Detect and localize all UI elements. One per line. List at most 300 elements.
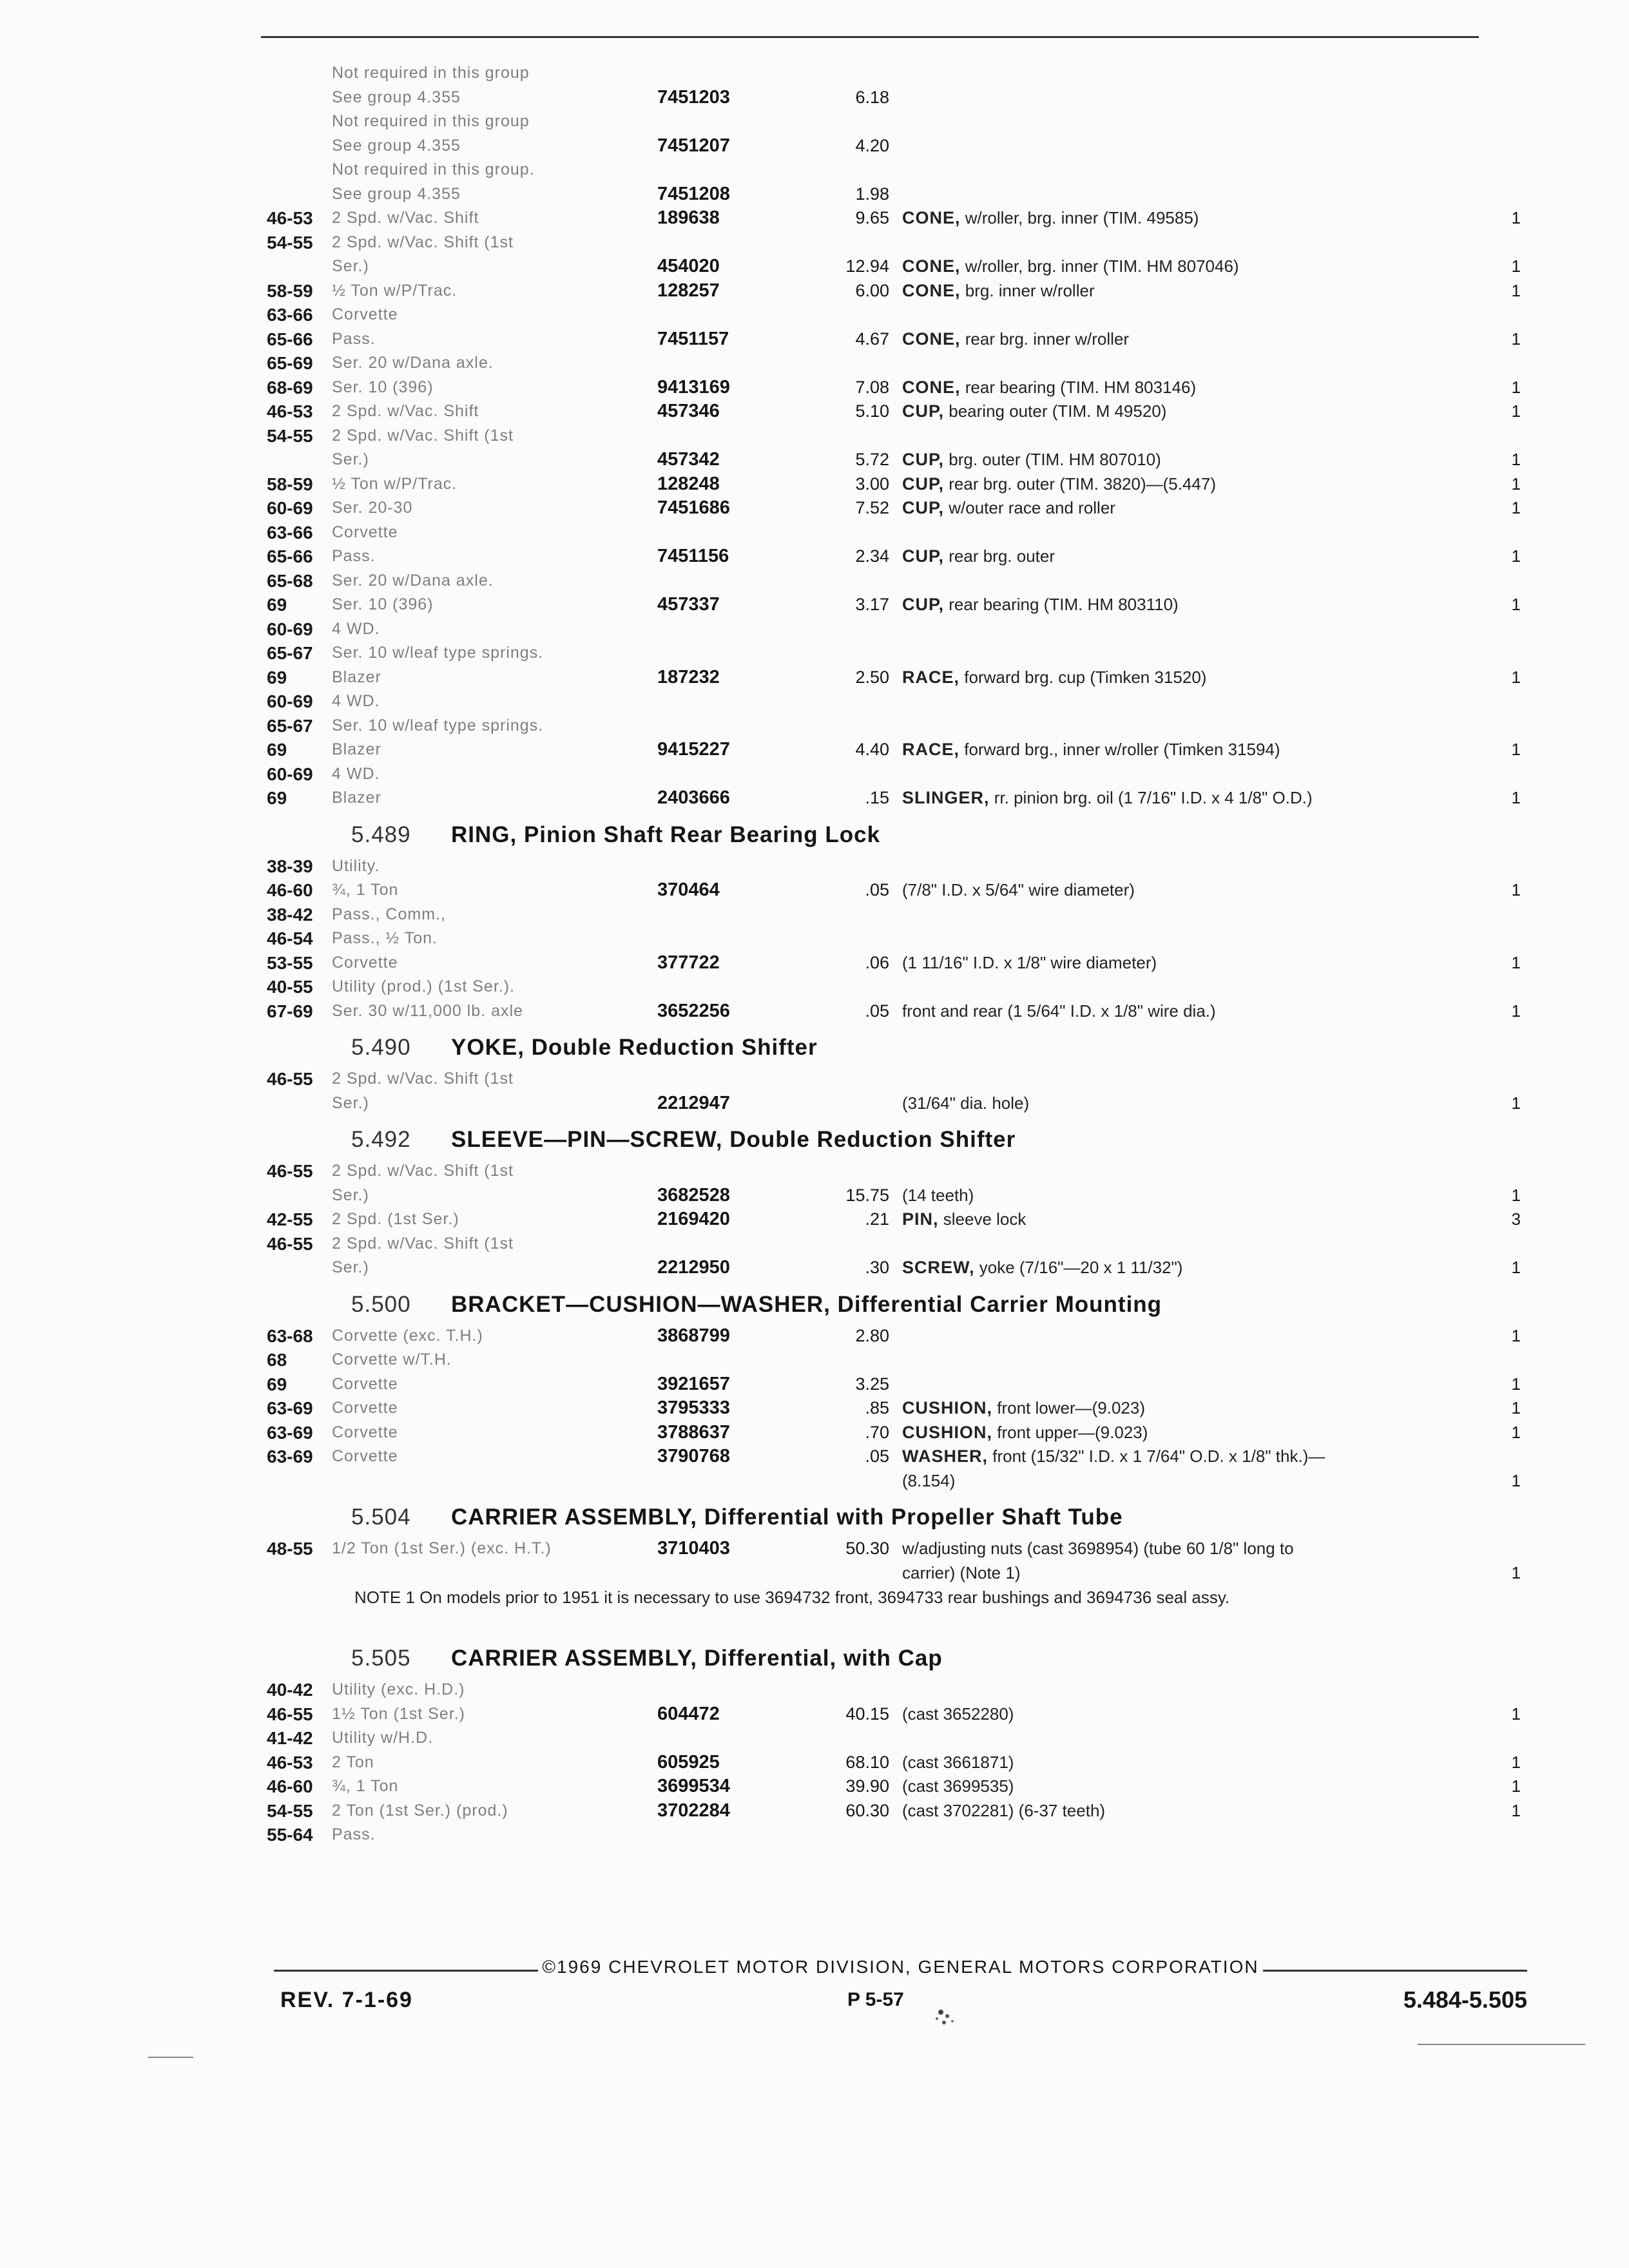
application: See group 4.355 <box>332 184 461 203</box>
description <box>902 448 1161 472</box>
application: 1½ Ton (1st Ser.) <box>332 1704 465 1723</box>
model-years: 46-53 <box>267 208 313 228</box>
description <box>902 593 1179 617</box>
model-years: 60-69 <box>267 764 313 784</box>
quantity: 1 <box>1511 1001 1521 1021</box>
part-row <box>258 279 1540 303</box>
group-number: 5.492 <box>351 1127 411 1152</box>
group-title: BRACKET—CUSHION—WASHER, Differential Carrier Mounting <box>451 1291 1162 1317</box>
part-number: 3790768 <box>657 1446 730 1466</box>
quantity: 1 <box>1511 377 1521 397</box>
group-heading <box>258 1028 1540 1067</box>
model-years: 46-60 <box>267 880 313 900</box>
list-price: 5.72 <box>855 450 889 469</box>
part-row <box>258 738 1540 762</box>
quantity: 3 <box>1511 1209 1521 1229</box>
description-text: w/outer race and roller <box>949 498 1115 517</box>
application: Corvette w/T.H. <box>332 1350 452 1369</box>
application: Ser. 30 w/11,000 lb. axle <box>332 1001 523 1020</box>
part-number: 604472 <box>657 1703 720 1724</box>
application: 2 Spd. w/Vac. Shift (1st <box>332 233 514 251</box>
description-text: (cast 3699535) <box>902 1776 1014 1796</box>
model-years: 46-55 <box>267 1704 313 1724</box>
part-name: CUP, <box>902 401 945 421</box>
application: Corvette <box>332 1423 398 1441</box>
list-price: 2.50 <box>855 667 889 687</box>
part-row <box>258 231 1540 255</box>
model-years: 46-55 <box>267 1161 313 1181</box>
group-title: CARRIER ASSEMBLY, Differential with Propeller Shaft Tube <box>451 1504 1123 1530</box>
part-number: 7451157 <box>657 328 729 349</box>
description <box>902 496 1115 521</box>
part-number: 377722 <box>657 952 720 973</box>
application: Utility (exc. H.D.) <box>332 1680 465 1698</box>
part-number: 3702284 <box>657 1800 730 1821</box>
model-years: 67-69 <box>267 1001 313 1021</box>
model-years: 58-59 <box>267 280 313 301</box>
part-number: 9415227 <box>657 739 730 760</box>
application: 4 WD. <box>332 764 380 783</box>
application: ¾, 1 Ton <box>332 1777 399 1795</box>
group-title: SLEEVE—PIN—SCREW, Double Reduction Shifter <box>451 1127 1016 1152</box>
part-row <box>258 593 1540 617</box>
list-price: 60.30 <box>845 1800 889 1820</box>
description-text: (14 teeth) <box>902 1185 974 1205</box>
model-years: 69 <box>267 667 287 687</box>
model-years: 46-55 <box>267 1233 313 1254</box>
quantity: 1 <box>1511 546 1521 566</box>
part-row <box>258 521 1540 545</box>
part-row <box>258 1207 1540 1232</box>
application: Not required in this group <box>332 112 530 130</box>
model-years: 63-66 <box>267 305 313 325</box>
description <box>902 786 1313 811</box>
part-number: 7451207 <box>657 135 730 156</box>
group-number: 5.505 <box>351 1646 411 1671</box>
revision-date: REV. 7-1-69 <box>280 1988 413 2012</box>
group-title: YOKE, Double Reduction Shifter <box>451 1035 818 1060</box>
description-text: sleeve lock <box>943 1209 1027 1229</box>
application: 2 Spd. w/Vac. Shift (1st <box>332 1234 514 1253</box>
model-years: 68-69 <box>267 377 313 398</box>
application: ½ Ton w/P/Trac. <box>332 474 458 493</box>
model-years: 46-53 <box>267 401 313 421</box>
description <box>902 399 1166 424</box>
part-number: 457346 <box>657 401 720 421</box>
group-heading <box>258 1639 1540 1678</box>
group-heading <box>258 1285 1540 1324</box>
part-number: 2212947 <box>657 1092 730 1113</box>
model-years: 65-68 <box>267 570 313 591</box>
part-name: CONE, <box>902 208 961 227</box>
part-name: CUP, <box>902 595 945 614</box>
model-years: 69 <box>267 740 287 760</box>
application: Ser. 10 (396) <box>332 595 434 613</box>
group-number: 5.490 <box>351 1035 411 1060</box>
part-name: RACE, <box>902 740 960 759</box>
part-row <box>258 61 1540 86</box>
part-row <box>258 975 1540 999</box>
list-price: 15.75 <box>845 1185 889 1205</box>
description-text: (cast 3652280) <box>902 1704 1014 1724</box>
application: Pass. <box>332 547 376 565</box>
group-number: 5.500 <box>351 1291 411 1317</box>
application: Corvette <box>332 953 398 972</box>
part-name: SLINGER, <box>902 788 990 807</box>
part-number: 7451686 <box>657 497 730 518</box>
group-title: RING, Pinion Shaft Rear Bearing Lock <box>451 822 881 847</box>
part-row <box>258 666 1540 690</box>
quantity: 1 <box>1511 880 1521 899</box>
description-text: brg. inner w/roller <box>965 280 1095 300</box>
part-row <box>258 1184 1540 1208</box>
description-text: bearing outer (TIM. M 49520) <box>949 401 1167 421</box>
part-row <box>258 1256 1540 1280</box>
description <box>902 878 1135 903</box>
edge-mark-left <box>148 2057 193 2058</box>
description-text: forward brg., inner w/roller (Timken 31594) <box>964 740 1280 759</box>
list-price: .15 <box>865 788 889 807</box>
part-row <box>258 424 1540 448</box>
description <box>902 1774 1014 1799</box>
list-price: 6.18 <box>855 87 889 107</box>
part-row <box>258 351 1540 376</box>
description <box>902 279 1095 303</box>
group-title: CARRIER ASSEMBLY, Differential, with Cap <box>451 1646 943 1671</box>
description-text: rear brg. outer <box>949 546 1055 566</box>
description <box>902 1799 1105 1823</box>
part-row <box>258 1421 1540 1445</box>
part-name: CUSHION, <box>902 1422 993 1442</box>
quantity: 1 <box>1511 1258 1521 1277</box>
quantity: 1 <box>1511 329 1521 349</box>
part-row <box>258 182 1540 207</box>
edge-mark-right <box>1418 2044 1585 2045</box>
model-years: 60-69 <box>267 691 313 711</box>
part-number: 605925 <box>657 1751 720 1773</box>
part-name: CUP, <box>902 498 945 517</box>
part-row <box>258 303 1540 327</box>
list-price: 40.15 <box>845 1704 889 1724</box>
model-years: 40-55 <box>267 977 313 997</box>
part-number: 457342 <box>657 449 720 470</box>
model-years: 58-59 <box>267 474 313 494</box>
application: Ser. 20 w/Dana axle. <box>332 571 494 590</box>
part-row <box>258 878 1540 903</box>
part-row <box>258 714 1540 738</box>
application: Corvette <box>332 523 398 541</box>
page-number: P 5-57 <box>847 1989 904 2010</box>
list-price: 9.65 <box>855 208 889 227</box>
description <box>902 255 1239 279</box>
application: 4 WD. <box>332 619 380 638</box>
description <box>902 1091 1029 1116</box>
part-row <box>258 1751 1540 1775</box>
part-name: CUP, <box>902 546 945 566</box>
part-row <box>258 134 1540 159</box>
application: Ser. 20-30 <box>332 499 413 517</box>
list-price: 4.67 <box>855 329 889 349</box>
list-price: 7.08 <box>855 377 889 397</box>
part-row <box>258 158 1540 182</box>
model-years: 38-42 <box>267 904 313 925</box>
part-row <box>258 1159 1540 1184</box>
model-years: 54-55 <box>267 1800 313 1821</box>
part-number: 2403666 <box>657 787 730 808</box>
part-number: 370464 <box>657 879 720 900</box>
part-row <box>258 1702 1540 1727</box>
part-name: CONE, <box>902 256 961 276</box>
application: 2 Spd. (1st Ser.) <box>332 1210 459 1228</box>
application: Pass. <box>332 1825 376 1843</box>
quantity: 1 <box>1511 1185 1521 1205</box>
part-row <box>258 569 1540 593</box>
quantity: 1 <box>1511 1398 1521 1418</box>
description <box>902 327 1129 352</box>
model-years: 65-69 <box>267 353 313 373</box>
description-text: rr. pinion brg. oil (1 7/16" I.D. x 4 1/8" O.D.) <box>994 788 1313 807</box>
description-text: carrier) (Note 1) <box>902 1562 1021 1582</box>
description <box>902 1561 1020 1586</box>
description-text: yoke (7/16"—20 x 1 11/32") <box>979 1258 1183 1277</box>
model-years: 55-64 <box>267 1825 313 1845</box>
application: Ser.) <box>332 1093 369 1112</box>
model-years: 40-42 <box>267 1680 313 1700</box>
part-row <box>258 1799 1540 1823</box>
description <box>902 1184 974 1208</box>
application: Blazer <box>332 740 381 758</box>
description-text: w/roller, brg. inner (TIM. 49585) <box>965 208 1199 227</box>
part-row <box>258 1232 1540 1256</box>
part-name: CONE, <box>902 329 961 349</box>
description <box>902 1396 1145 1421</box>
model-years: 54-55 <box>267 425 313 446</box>
part-row <box>258 448 1540 472</box>
part-row <box>258 496 1540 521</box>
copyright-notice: ©1969 CHEVROLET MOTOR DIVISION, GENERAL MOTORS CORPORATION <box>538 1957 1262 1977</box>
part-row <box>258 927 1540 951</box>
application: Ser.) <box>332 1258 369 1276</box>
description-text: (8.154) <box>902 1470 956 1490</box>
part-row <box>258 786 1540 811</box>
model-years: 46-54 <box>267 928 313 948</box>
model-years: 63-69 <box>267 1422 313 1443</box>
part-row <box>258 854 1540 879</box>
description-text: rear brg. inner w/roller <box>965 329 1130 349</box>
application: Utility (prod.) (1st Ser.). <box>332 977 515 995</box>
part-number: 454020 <box>657 256 720 276</box>
list-price: 5.10 <box>855 401 889 421</box>
model-years: 60-69 <box>267 619 313 639</box>
application: Corvette <box>332 1374 398 1393</box>
application: Ser. 10 w/leaf type springs. <box>332 644 544 662</box>
description <box>902 1469 955 1494</box>
section-note <box>258 1585 1540 1634</box>
list-price: 6.00 <box>855 280 889 300</box>
part-number: 457337 <box>657 594 720 615</box>
description-text: (cast 3661871) <box>902 1752 1014 1772</box>
quantity: 1 <box>1511 498 1521 517</box>
description <box>902 951 1157 975</box>
part-row <box>258 903 1540 927</box>
model-years: 69 <box>267 1374 287 1394</box>
model-years: 46-60 <box>267 1776 313 1796</box>
part-number: 7451156 <box>657 546 729 566</box>
application: 2 Spd. w/Vac. Shift <box>332 402 479 420</box>
quantity: 1 <box>1511 1704 1521 1724</box>
application: Not required in this group. <box>332 160 535 178</box>
application: Utility w/H.D. <box>332 1729 434 1747</box>
description-text: front and rear (1 5/64" I.D. x 1/8" wire dia.) <box>902 1001 1216 1021</box>
quantity: 1 <box>1511 1422 1521 1442</box>
model-years: 65-66 <box>267 546 313 566</box>
description-text: (1 11/16" I.D. x 1/8" wire diameter) <box>902 952 1157 972</box>
part-number: 3868799 <box>657 1325 730 1346</box>
application: 2 Ton <box>332 1753 374 1771</box>
list-price: 2.34 <box>855 546 889 566</box>
part-name: CONE, <box>902 377 961 397</box>
description <box>902 206 1199 231</box>
part-row <box>258 951 1540 975</box>
description-text: brg. outer (TIM. HM 807010) <box>949 450 1161 469</box>
quantity: 1 <box>1511 667 1521 687</box>
part-number: 7451203 <box>657 86 730 108</box>
part-row <box>258 376 1540 400</box>
part-row <box>258 641 1540 666</box>
part-row <box>258 86 1540 110</box>
application: Pass., Comm., <box>332 905 446 923</box>
application: See group 4.355 <box>332 136 461 155</box>
quantity: 1 <box>1511 208 1521 227</box>
group-heading <box>258 1120 1540 1159</box>
part-number: 3699534 <box>657 1776 730 1796</box>
application: Ser. 10 w/leaf type springs. <box>332 716 544 735</box>
list-price: .30 <box>865 1258 889 1277</box>
application: ¾, 1 Ton <box>332 881 399 899</box>
application: Pass. <box>332 329 376 348</box>
part-number: 2212950 <box>657 1257 730 1278</box>
part-number: 3921657 <box>657 1373 730 1394</box>
page-footer <box>274 1957 1527 2047</box>
description-text: (7/8" I.D. x 5/64" wire diameter) <box>902 880 1135 899</box>
application: 1/2 Ton (1st Ser.) (exc. H.T.) <box>332 1539 552 1557</box>
description-text: w/adjusting nuts (cast 3698954) (tube 60 1/8" long to <box>902 1539 1294 1558</box>
description-text: (cast 3702281) (6-37 teeth) <box>902 1800 1106 1820</box>
application: 2 Ton (1st Ser.) (prod.) <box>332 1801 508 1820</box>
part-row <box>258 472 1540 497</box>
model-years: 38-39 <box>267 856 313 876</box>
description <box>902 1445 1325 1469</box>
model-years: 63-68 <box>267 1325 313 1346</box>
model-years: 65-66 <box>267 329 313 349</box>
quantity: 1 <box>1511 1776 1521 1796</box>
application: Utility. <box>332 856 380 875</box>
list-price: .05 <box>865 1446 889 1466</box>
part-name: WASHER, <box>902 1446 988 1466</box>
part-number: 3652256 <box>657 1000 730 1021</box>
list-price: .21 <box>865 1209 889 1229</box>
list-price: .05 <box>865 880 889 899</box>
application: 4 WD. <box>332 692 380 710</box>
quantity: 1 <box>1511 401 1521 421</box>
model-years: 65-67 <box>267 715 313 736</box>
application: Blazer <box>332 789 381 807</box>
part-number: 3710403 <box>657 1538 730 1559</box>
application: Ser.) <box>332 257 369 275</box>
application: Corvette <box>332 305 398 323</box>
part-number: 9413169 <box>657 376 730 398</box>
model-years: 54-55 <box>267 232 313 253</box>
model-years: 46-55 <box>267 1069 313 1089</box>
description <box>902 738 1280 762</box>
quantity: 1 <box>1511 595 1521 614</box>
part-row <box>258 327 1540 352</box>
quantity: 1 <box>1511 788 1521 807</box>
ink-smudge <box>921 2001 967 2033</box>
part-row <box>258 1823 1540 1847</box>
description-text: front (15/32" I.D. x 1 7/64" O.D. x 1/8" thk.)— <box>992 1446 1325 1466</box>
list-price: 1.98 <box>855 184 889 204</box>
model-years: 63-66 <box>267 522 313 543</box>
part-row <box>258 1469 1540 1494</box>
group-heading <box>258 1498 1540 1537</box>
model-years: 69 <box>267 788 287 808</box>
application: Ser.) <box>332 1186 369 1204</box>
quantity: 1 <box>1511 952 1521 972</box>
part-number: 3682528 <box>657 1184 730 1206</box>
part-number: 7451208 <box>657 183 730 204</box>
application: 2 Spd. w/Vac. Shift (1st <box>332 1162 514 1180</box>
part-row <box>258 399 1540 424</box>
description-text: front lower—(9.023) <box>997 1398 1146 1418</box>
application: Ser.) <box>332 450 369 468</box>
part-number: 189638 <box>657 207 720 228</box>
description-text: rear brg. outer (TIM. 3820)—(5.447) <box>949 474 1216 494</box>
application: Blazer <box>332 668 381 686</box>
part-number: 3795333 <box>657 1398 730 1418</box>
part-name: SCREW, <box>902 1258 975 1277</box>
quantity: 1 <box>1511 450 1521 469</box>
quantity: 1 <box>1511 740 1521 759</box>
part-name: RACE, <box>902 667 960 687</box>
description-text: rear bearing (TIM. HM 803110) <box>949 595 1179 614</box>
part-row <box>258 1324 1540 1349</box>
part-row <box>258 689 1540 714</box>
part-name: CUP, <box>902 450 945 469</box>
part-number: 2169420 <box>657 1209 730 1229</box>
description-text: w/roller, brg. inner (TIM. HM 807046) <box>965 256 1239 276</box>
list-price: .05 <box>865 1001 889 1021</box>
list-price: 3.00 <box>855 474 889 494</box>
description-text: (31/64" dia. hole) <box>902 1093 1030 1113</box>
quantity: 1 <box>1511 1325 1521 1345</box>
application: Not required in this group <box>332 64 530 82</box>
list-price: 4.40 <box>855 740 889 759</box>
list-price: 50.30 <box>845 1539 889 1558</box>
description <box>902 1207 1026 1232</box>
part-row <box>258 206 1540 231</box>
part-name: CUSHION, <box>902 1398 993 1418</box>
description <box>902 999 1216 1024</box>
part-row <box>258 999 1540 1024</box>
list-price: 3.25 <box>855 1374 889 1394</box>
part-name: PIN, <box>902 1209 939 1229</box>
list-price: 68.10 <box>845 1752 889 1772</box>
description <box>902 1421 1148 1445</box>
part-number: 187232 <box>657 666 720 687</box>
application: 2 Spd. w/Vac. Shift (1st <box>332 426 514 445</box>
quantity: 1 <box>1511 1562 1521 1582</box>
